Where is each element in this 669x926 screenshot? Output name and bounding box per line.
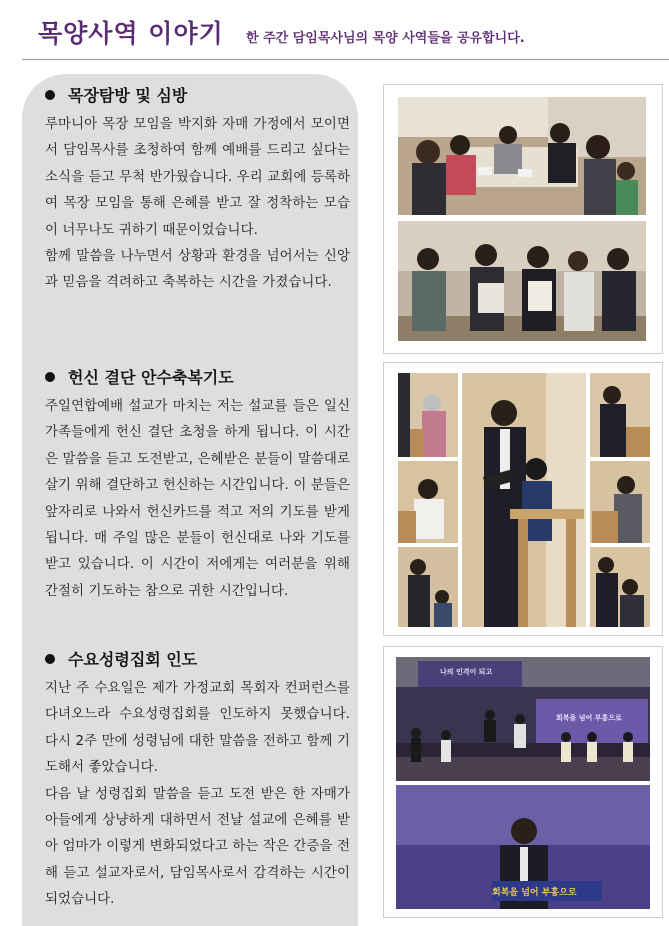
photo-worship-stage (396, 657, 650, 781)
bullet-icon (45, 654, 55, 664)
section-heading (45, 366, 350, 390)
section-heading-text: 수요성령집회 인도 (68, 650, 198, 669)
photo-frame-prayer (383, 362, 663, 636)
screen-caption-mid: 회복을 넘어 부흥으로 (556, 714, 622, 722)
section-heading-text: 헌신 결단 안수축복기도 (68, 368, 234, 387)
photo-prayer-small (398, 547, 458, 627)
photo-prayer-small (590, 547, 650, 627)
section-heading-text: 목장탐방 및 심방 (68, 86, 188, 105)
screen-caption-top: 나의 인격이 되고 (440, 668, 493, 676)
paragraph: 루마니아 목장 모임을 박지화 자매 가정에서 모이면서 담임목사를 초청하여 함께 예배를 드리고 싶다는 소식을 듣고 무척 반가웠습니다. 우리 교회에 등록하여 목장 모임을 통해 은혜를 받고 잘 정착하는 모습이 너무나도 귀하기 때문이었습니다. (45, 117, 350, 238)
bullet-icon (45, 372, 55, 382)
photo-prayer-small (398, 373, 458, 457)
photo-prayer-small (590, 461, 650, 543)
paragraph: 지난 주 수요일은 제가 가정교회 목회자 컨퍼런스를 다녀오느라 수요성령집회를 인도하지 못했습니다. 다시 2주 만에 성령님에 대한 말씀을 전하고 함께 기도해서 좋았습니다. (45, 681, 350, 776)
photo-preacher (396, 785, 650, 909)
page-header (0, 0, 669, 62)
page-title: 목양사역 이야기 (38, 19, 224, 48)
section-visitation (45, 84, 350, 297)
photo-group-portrait (398, 221, 646, 341)
section-body (45, 394, 350, 605)
photo-group-dinner (398, 97, 646, 215)
section-body (45, 112, 350, 297)
photo-frame-worship (383, 646, 663, 918)
section-dedication-prayer (45, 366, 350, 605)
photo-frame-visitation (383, 84, 663, 354)
page-subtitle: 한 주간 담임목사님의 목양 사역들을 공유합니다. (246, 31, 525, 46)
paragraph: 주일연합예배 설교가 마치는 저는 설교를 들은 일신가족들에게 헌신 결단 초청을 하게 됩니다. 이 시간은 말씀을 듣고 도전받고, 은혜받은 분들이 말씀대로 살기 위해 결단하고 헌신하는 시간입니다. 이 분들은 앞자리로 나와서 헌신카드를 적고 저의 기도를 받게 됩니다. 매 주일 많은 분들이 헌신대로 나와 기도를 받고 있습니다. 이 시간이 저에게는 여러분을 위해 간절히 기도하는 참으로 귀한 시간입니다. (45, 399, 350, 599)
paragraph: 다음 날 성령집회 말씀을 듣고 도전 받은 한 자매가 아들에게 상냥하게 대하면서 전날 설교에 은혜를 받아 엄마가 이렇게 변화되었다고 하는 작은 간증을 전해 듣고 설교자로서, 담임목사로서 감격하는 시간이 되었습니다. (45, 786, 350, 908)
header-divider (22, 59, 669, 60)
paragraph: 함께 말씀을 나누면서 상황과 환경을 넘어서는 신앙과 믿음을 격려하고 축복하는 시간을 가졌습니다. (45, 249, 350, 291)
photo-prayer-small (590, 373, 650, 457)
section-heading (45, 84, 350, 108)
section-body (45, 676, 350, 914)
bullet-icon (45, 90, 55, 100)
photo-prayer-main (462, 373, 586, 627)
section-heading (45, 648, 350, 672)
section-wednesday-service (45, 648, 350, 914)
banner-caption: 회복을 넘어 부흥으로 (492, 888, 577, 898)
photo-prayer-small (398, 461, 458, 543)
